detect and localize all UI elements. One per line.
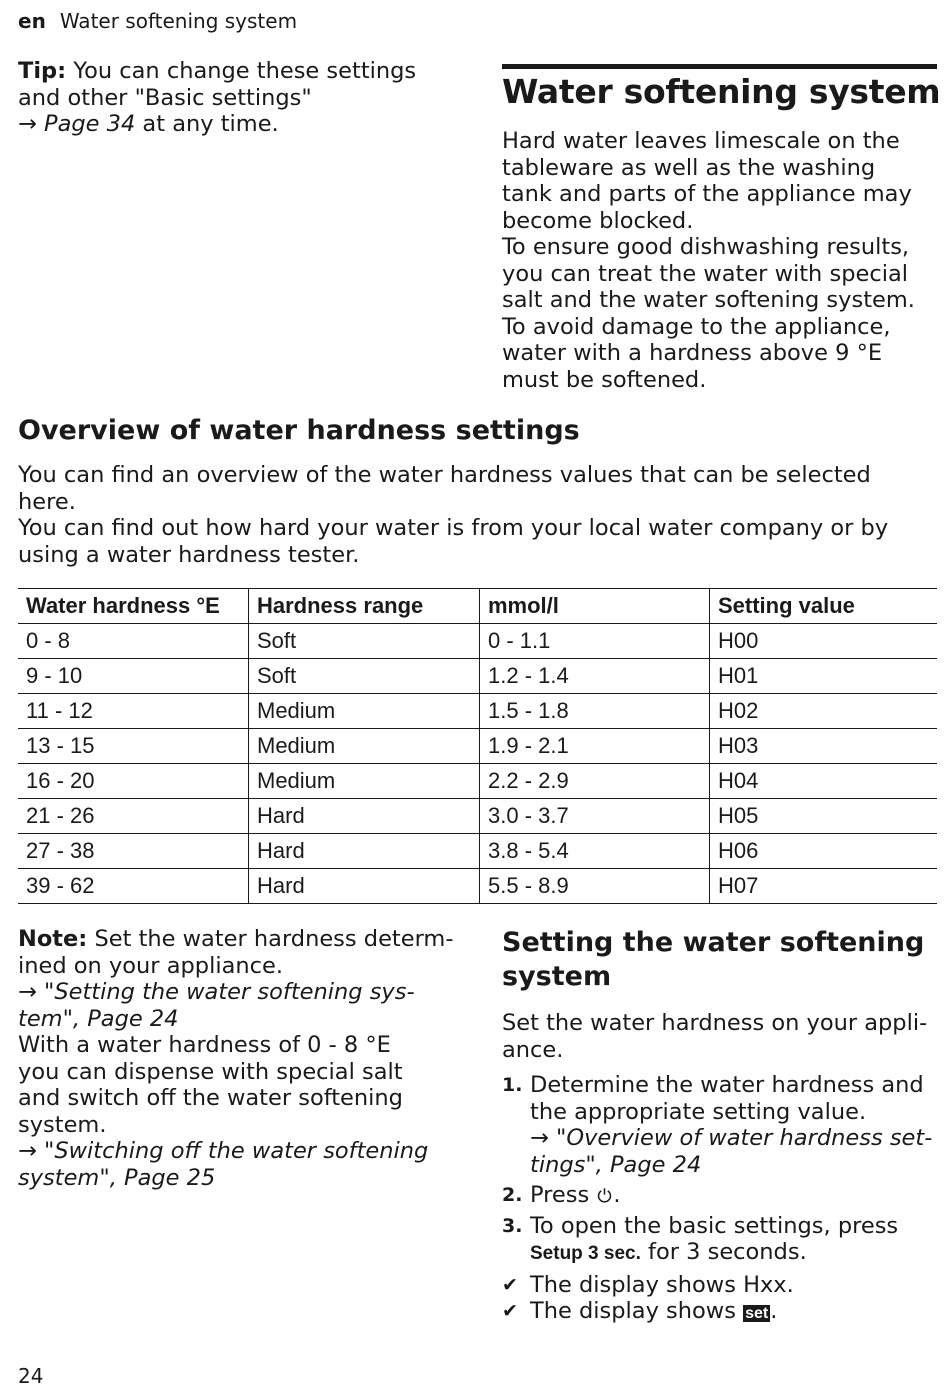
table-cell: 3.8 - 5.4	[480, 834, 710, 869]
overview-title: Overview of water hardness settings	[18, 415, 580, 446]
arrow-right-icon: →	[18, 111, 37, 137]
arrow-right-icon: →	[18, 979, 37, 1005]
column-header: Hardness range	[249, 589, 480, 624]
result-1	[502, 1272, 942, 1299]
step-text: Press	[530, 1182, 590, 1208]
table-cell: 1.9 - 2.1	[480, 729, 710, 764]
table-row	[18, 694, 937, 729]
setup-button-label: Setup 3 sec.	[530, 1243, 641, 1264]
table-cell: 11 - 12	[18, 694, 249, 729]
table-cell: Hard	[249, 799, 480, 834]
text-line: To ensure good dishwashing results,	[502, 234, 910, 260]
text-line: Set the water hardness determ-	[87, 926, 454, 952]
step-1	[502, 1072, 942, 1178]
table-cell: Medium	[249, 729, 480, 764]
table-cell: Hard	[249, 834, 480, 869]
section-title: Water softening system	[502, 72, 941, 111]
cross-reference[interactable]: "Switching off the water softening	[44, 1138, 429, 1164]
table-cell: 5.5 - 8.9	[480, 869, 710, 904]
text-line: the appropriate setting value.	[530, 1098, 867, 1125]
column-header: Water hardness °E	[18, 589, 249, 624]
table-row	[18, 624, 937, 659]
text-line: To open the basic settings, press	[530, 1212, 899, 1239]
table-row	[18, 764, 937, 799]
table-cell: 27 - 38	[18, 834, 249, 869]
table-row	[18, 729, 937, 764]
table-cell: 0 - 8	[18, 624, 249, 659]
text-line: and switch off the water softening	[18, 1085, 403, 1111]
table-row	[18, 659, 937, 694]
step-number: 1.	[502, 1074, 523, 1096]
text-line: Determine the water hardness and	[530, 1072, 924, 1098]
column-header: mmol/l	[480, 589, 710, 624]
table-row	[18, 869, 937, 904]
text-line: you can treat the water with special	[502, 260, 908, 287]
arrow-right-icon: →	[18, 1138, 37, 1164]
text-line: for 3 seconds.	[640, 1239, 807, 1265]
page-number: 24	[18, 1364, 44, 1388]
cross-reference[interactable]: tings", Page 24	[530, 1151, 702, 1178]
cross-reference[interactable]: "Overview of water hardness set-	[556, 1125, 933, 1151]
text-line: become blocked.	[502, 207, 694, 234]
header-title: Water softening system	[59, 9, 298, 33]
note-label: Note:	[18, 926, 88, 952]
table-cell: H04	[710, 764, 938, 799]
text-line: ined on your appliance.	[18, 952, 283, 979]
text-line: With a water hardness of 0 - 8 °E	[18, 1032, 391, 1058]
text-line: tableware as well as the washing	[502, 154, 876, 181]
text-line: you can dispense with special salt	[18, 1058, 403, 1085]
step-3	[502, 1213, 942, 1268]
overview-description	[18, 462, 938, 568]
text-line: You can find an overview of the water hardness values that can be selected	[18, 462, 871, 488]
text-line: Set the water hardness on your appli-	[502, 1010, 928, 1036]
display-set-indicator: set	[745, 1305, 769, 1322]
step-number: 2.	[502, 1184, 523, 1206]
table-cell: 0 - 1.1	[480, 624, 710, 659]
section-rule	[502, 64, 937, 69]
table-cell: 9 - 10	[18, 659, 249, 694]
table-cell: Soft	[249, 659, 480, 694]
text-line: tank and parts of the appliance may	[502, 181, 912, 207]
title-line: Setting the water softening	[502, 927, 925, 958]
text-line: Hard water leaves limescale on the	[502, 128, 900, 154]
check-icon: ✔	[502, 1273, 518, 1296]
table-cell: H06	[710, 834, 938, 869]
text-line: You can find out how hard your water is from your local water company or by	[18, 515, 889, 541]
text-line: using a water hardness tester.	[18, 541, 360, 568]
tip-page-ref[interactable]: Page 34	[44, 111, 136, 137]
check-icon: ✔	[502, 1300, 518, 1322]
table-cell: 39 - 62	[18, 869, 249, 904]
tip-text-2: and other "Basic settings"	[18, 84, 312, 111]
text-line: ance.	[502, 1036, 564, 1063]
tip-label: Tip:	[18, 58, 67, 84]
arrow-right-icon: →	[530, 1125, 549, 1151]
text-line: here.	[18, 488, 76, 515]
power-icon	[596, 1187, 613, 1204]
table-cell: H07	[710, 869, 938, 904]
table-row	[18, 799, 937, 834]
table-cell: 2.2 - 2.9	[480, 764, 710, 799]
table-cell: Hard	[249, 869, 480, 904]
table-cell: 13 - 15	[18, 729, 249, 764]
result-2: ✔ The display shows set.	[502, 1298, 778, 1324]
text-line: To avoid damage to the appliance,	[502, 313, 891, 340]
page-header	[18, 8, 297, 34]
table-cell: H00	[710, 624, 938, 659]
note-block	[18, 926, 468, 1191]
tip-text: You can change these settings	[66, 58, 417, 84]
table-cell: Medium	[249, 764, 480, 799]
text-line: water with a hardness above 9 °E	[502, 340, 883, 366]
result-text: The display shows Hxx.	[530, 1271, 794, 1298]
table-cell: 1.2 - 1.4	[480, 659, 710, 694]
softening-description	[502, 128, 942, 393]
table-cell: H01	[710, 659, 938, 694]
setting-title	[502, 926, 942, 994]
tip-text-3: at any time.	[135, 111, 279, 137]
table-cell: 1.5 - 1.8	[480, 694, 710, 729]
step-2: 2. Press .	[502, 1182, 621, 1208]
table-header-row	[18, 589, 937, 624]
title-line: system	[502, 961, 612, 992]
water-hardness-table	[18, 588, 937, 904]
table-cell: H03	[710, 729, 938, 764]
step-number: 3.	[502, 1214, 523, 1237]
text-line: system.	[18, 1111, 107, 1138]
result-text: The display shows	[530, 1298, 744, 1324]
text-line: must be softened.	[502, 366, 707, 393]
table-cell: H02	[710, 694, 938, 729]
setting-intro	[502, 1010, 942, 1063]
table-row	[18, 834, 937, 869]
table-cell: H05	[710, 799, 938, 834]
column-header: Setting value	[710, 589, 938, 624]
table-cell: Soft	[249, 624, 480, 659]
table-cell: Medium	[249, 694, 480, 729]
table-cell: 3.0 - 3.7	[480, 799, 710, 834]
cross-reference[interactable]: system", Page 25	[18, 1164, 216, 1191]
table-cell: 16 - 20	[18, 764, 249, 799]
table-cell: 21 - 26	[18, 799, 249, 834]
language-code: en	[18, 9, 46, 33]
setting-steps	[502, 1072, 942, 1328]
cross-reference[interactable]: "Setting the water softening sys-	[44, 979, 415, 1005]
text-line: salt and the water softening system.	[502, 287, 915, 313]
cross-reference[interactable]: tem", Page 24	[18, 1005, 179, 1032]
tip-block	[18, 58, 458, 138]
